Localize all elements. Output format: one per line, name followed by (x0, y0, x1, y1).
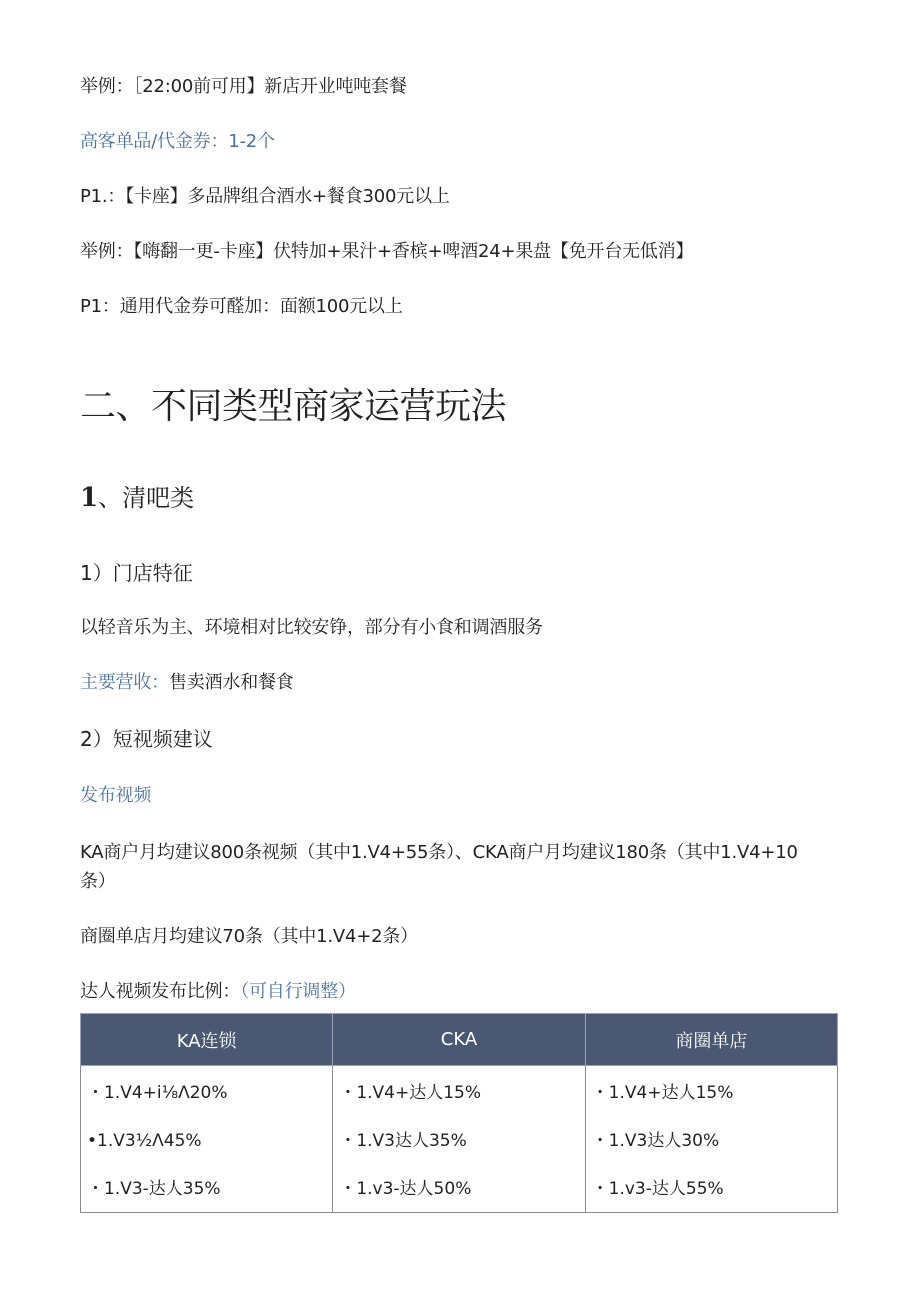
list-item: ・1.V4+达人15% (339, 1083, 482, 1103)
publish-video-label: 发布视频 (80, 785, 152, 806)
list-item: ・1.V4+i⅛Λ20% (87, 1083, 228, 1103)
video-suggestion-heading: 2）短视频建议 (80, 727, 213, 751)
ka-chain-cell (81, 1066, 333, 1213)
table-header-row (81, 1014, 838, 1066)
list-item: ・1.V3达人35% (339, 1131, 467, 1151)
store-features-heading: 1）门店特征 (80, 561, 193, 585)
influencer-ratio-line (80, 979, 356, 1005)
subsection-name: 、清吧类 (98, 484, 195, 512)
ratio-label: 达人视频发布比例： (80, 981, 241, 1002)
list-item: ・1.v3-达人50% (339, 1179, 472, 1199)
revenue-label: 主要营收： (80, 672, 169, 693)
example-line-2: 举例：【嗨翻一更-卡座】伏特加+果汁+香槟+啤酒24+果盘【免开台无低消】 (80, 241, 694, 262)
example-line-1: 举例：［22:00前可用】新店开业吨吨套餐 (80, 76, 407, 97)
table-row (81, 1066, 838, 1213)
section-title: 二、不同类型商家运营玩法 (80, 386, 507, 427)
list-item: •1.V3½Λ45% (87, 1131, 202, 1151)
subsection-title (80, 481, 194, 515)
header-cka: CKA (333, 1014, 585, 1066)
p1-voucher-line: P1：通用代金券可醛加：面额100元以上 (80, 296, 403, 317)
ka-cka-recommendation: KA商户月均建议800条视频（其中1.V4+55条）、CKA商户月均建议180条（其中1.V4+10条） (80, 842, 798, 892)
list-item: ・1.V3达人30% (591, 1131, 720, 1151)
main-revenue-line (80, 670, 294, 696)
influencer-ratio-table (80, 1013, 838, 1213)
single-store-cell (585, 1066, 837, 1213)
cka-cell (333, 1066, 585, 1213)
store-features-text: 以轻音乐为主、环境相对比较安铮，部分有小食和调酒服务 (80, 617, 543, 638)
list-item: ・1.V4+达人15% (591, 1083, 734, 1103)
high-ticket-heading: 高客单品/代金券：1-2个 (80, 131, 275, 152)
list-item: ・1.v3-达人55% (591, 1179, 724, 1199)
list-item: ・1.V3-达人35% (87, 1179, 221, 1199)
single-store-recommendation: 商圈单店月均建议70条（其中1.V4+2条） (80, 926, 418, 947)
revenue-value: 售卖酒水和餐食 (169, 672, 294, 693)
p1-combo-line: P1.：【卡座】多品牌组合酒水+餐食300元以上 (80, 186, 450, 207)
header-single-store: 商圈单店 (585, 1014, 837, 1066)
ratio-note: （可自行调整） (240, 981, 356, 1002)
subsection-number: 1 (80, 483, 99, 513)
header-ka-chain: KA连锁 (81, 1014, 333, 1066)
